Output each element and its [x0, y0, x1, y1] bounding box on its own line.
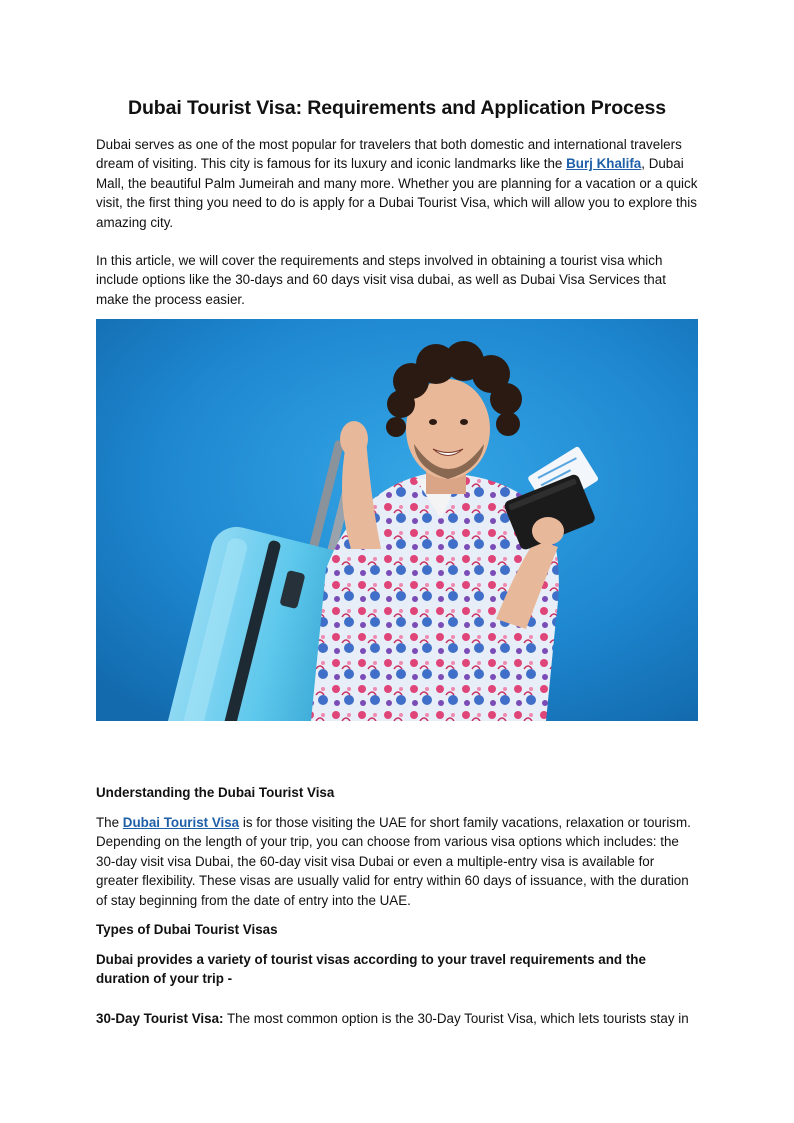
hero-image — [96, 319, 698, 721]
intro-text-before: Dubai serves as one of the most popular for travelers that both domestic and international travelers dream of visiting. This city is famous for its luxury and iconic landmarks like the — [96, 137, 682, 172]
article-overview-paragraph: In this article, we will cover the requirements and steps involved in obtaining a tourist visa which include options like the 30-days and 60 days visit visa dubai, as well as Dubai Visa Services that make the process easier. — [96, 253, 666, 307]
thirty-day-text: The most common option is the 30-Day Tourist Visa, which lets tourists stay in — [223, 1011, 689, 1026]
burj-khalifa-link[interactable]: Burj Khalifa — [566, 156, 642, 172]
dubai-tourist-visa-link[interactable]: Dubai Tourist Visa — [122, 815, 240, 830]
intro-text-after: , Dubai Mall, the beautiful Palm Jumeirah and many more. Whether you are planning for a vacation or a quick visit, the first thing you need to do is apply for a Dubai Tourist Visa, which will allow you to explore this amazing city. — [96, 156, 698, 230]
understanding-text-after: is for those visiting the UAE for short family vacations, relaxation or tourism. Depending on the length of your trip, you can choose from various visa options which includes: the 30-day visit visa Dubai, the 60-day visit visa Dubai or even a multiple-entry visa is available for greater flexibility. These visas are usually valid for entry within 60 days of issuance, with the duration of stay beginning from the date of entry into the UAE. — [96, 815, 691, 908]
types-intro: Dubai provides a variety of tourist visas according to your travel requirements and the duration of your trip - — [96, 952, 646, 987]
thirty-day-visa-paragraph — [96, 1009, 698, 1028]
thirty-day-label: 30-Day Tourist Visa: — [96, 1011, 224, 1026]
understanding-heading: Understanding the Dubai Tourist Visa — [96, 785, 335, 800]
hand-right — [532, 517, 564, 545]
traveler-with-suitcase-illustration — [96, 319, 698, 721]
page-title: Dubai Tourist Visa: Requirements and Application Process — [128, 97, 666, 119]
hand-left — [340, 421, 368, 457]
intro-paragraph — [96, 135, 698, 232]
types-heading: Types of Dubai Tourist Visas — [96, 922, 278, 937]
understanding-text-before: The — [96, 815, 123, 830]
understanding-paragraph — [96, 813, 698, 910]
